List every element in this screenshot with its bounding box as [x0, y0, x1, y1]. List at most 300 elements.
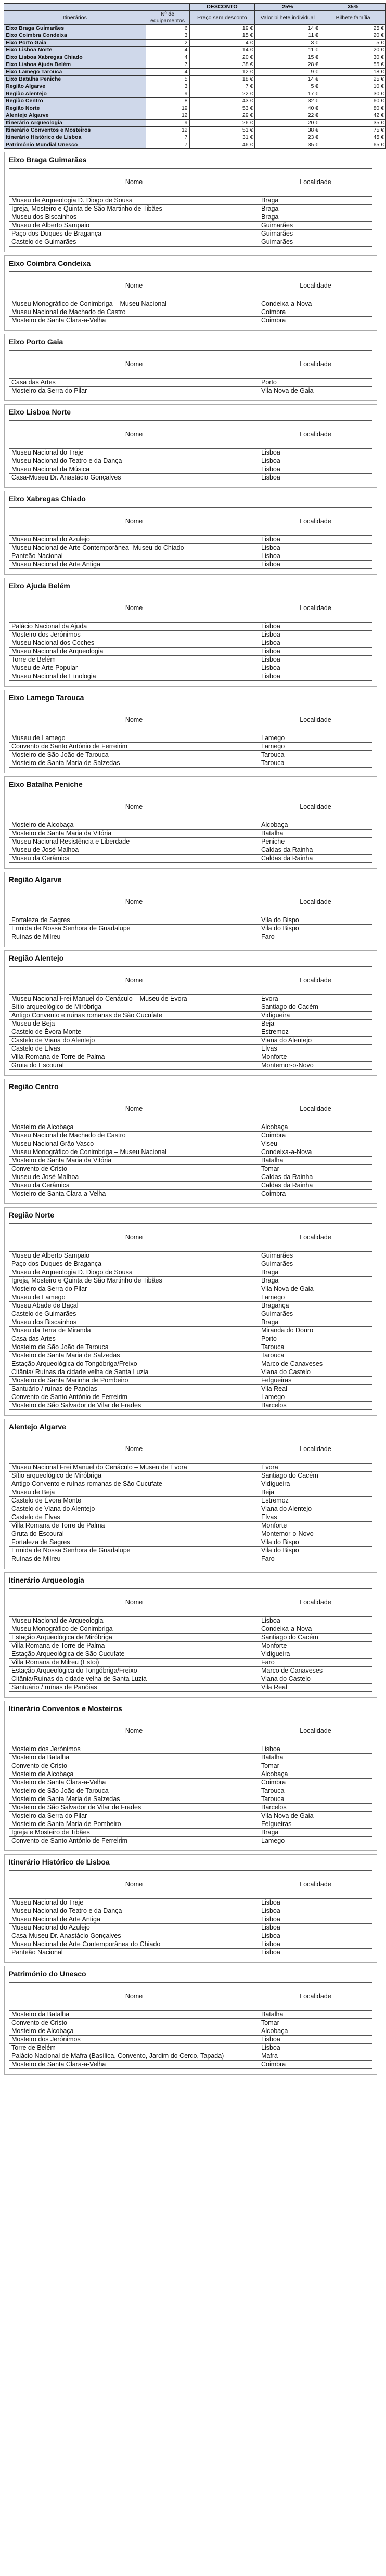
- summary-cell-ind: 14 €: [255, 25, 320, 32]
- location-localidade: Vila do Bispo: [259, 1547, 372, 1555]
- route-section: [4, 1572, 377, 1698]
- route-section: [4, 1701, 377, 1851]
- location-name: Museu Nacional de Arqueologia: [9, 1617, 259, 1625]
- location-name: Museu de Alberto Sampaio: [9, 1252, 259, 1260]
- summary-row: [4, 141, 386, 149]
- summary-cell-fam: 65 €: [320, 141, 386, 149]
- location-row: [9, 1268, 372, 1277]
- location-row: [9, 1377, 372, 1385]
- location-localidade: Tarouca: [259, 1352, 372, 1360]
- location-localidade: Lisboa: [259, 2036, 372, 2044]
- location-row: [9, 656, 372, 664]
- location-row: [9, 1302, 372, 1310]
- location-name: Casa-Museu Dr. Anastácio Gonçalves: [9, 1932, 259, 1940]
- location-name: Mosteiro de Santa Clara-a-Velha: [9, 2061, 259, 2069]
- location-row: [9, 213, 372, 222]
- location-row: [9, 1949, 372, 1957]
- location-localidade: Braga: [259, 213, 372, 222]
- route-section: [4, 152, 377, 252]
- route-section: [4, 1079, 377, 1204]
- location-name: Museu dos Biscainhos: [9, 1318, 259, 1327]
- location-localidade: Coimbra: [259, 317, 372, 325]
- location-row: [9, 544, 372, 552]
- location-row: [9, 846, 372, 855]
- location-localidade: Vidigueira: [259, 1480, 372, 1488]
- location-row: [9, 1368, 372, 1377]
- location-name: Villa Romana de Torre de Palma: [9, 1642, 259, 1650]
- location-localidade: Lisboa: [259, 544, 372, 552]
- summary-cell-n: 12: [146, 112, 189, 120]
- location-row: [9, 916, 372, 925]
- location-localidade: Caldas da Rainha: [259, 846, 372, 855]
- location-name: Museu de Lamego: [9, 1293, 259, 1302]
- section-title: Eixo Xabregas Chiado: [9, 495, 86, 503]
- location-localidade: Batalha: [259, 1754, 372, 1762]
- column-header-nome: Nome: [9, 706, 259, 734]
- location-row: [9, 2061, 372, 2069]
- location-name: Castelo de Viana do Alentejo: [9, 1037, 259, 1045]
- location-row: [9, 1173, 372, 1182]
- location-name: Museu Nacional de Arte Contemporânea do Chiado: [9, 1940, 259, 1949]
- location-row: [9, 1820, 372, 1829]
- location-name: Museu Nacional de Arte Antiga: [9, 1915, 259, 1924]
- location-name: Museu de Arte Popular: [9, 664, 259, 672]
- location-name: Mosteiro de São João de Tarouca: [9, 1343, 259, 1352]
- location-localidade: Tarouca: [259, 751, 372, 759]
- location-row: [9, 821, 372, 830]
- location-row: [9, 552, 372, 561]
- location-row: [9, 1157, 372, 1165]
- location-name: Paço dos Duques de Bragança: [9, 230, 259, 238]
- section-title: Alentejo Algarve: [9, 1422, 66, 1431]
- location-name: Igreja, Mosteiro e Quinta de São Martinho de Tibães: [9, 205, 259, 213]
- summary-cell-n: 7: [146, 134, 189, 141]
- location-name: Museu de José Malhoa: [9, 1173, 259, 1182]
- location-localidade: Lisboa: [259, 1940, 372, 1949]
- location-localidade: Batalha: [259, 830, 372, 838]
- summary-header-blank: [4, 4, 146, 11]
- location-name: Museu Nacional do Teatro e da Dança: [9, 1907, 259, 1915]
- location-name: Museu de Lamego: [9, 734, 259, 743]
- location-localidade: Lisboa: [259, 631, 372, 639]
- summary-cell-name: Eixo Braga Guimarães: [4, 25, 146, 32]
- location-row: [9, 2036, 372, 2044]
- summary-row: [4, 120, 386, 127]
- location-name: Antigo Convento e ruínas romanas de São Cucufate: [9, 1012, 259, 1020]
- summary-row: [4, 76, 386, 83]
- location-name: Mosteiro de Alcobaça: [9, 1123, 259, 1132]
- location-name: Museu Nacional do Traje: [9, 1899, 259, 1907]
- summary-cell-preco: 19 €: [189, 25, 255, 32]
- location-row: [9, 664, 372, 672]
- route-section: [4, 491, 377, 575]
- locations-table: [9, 1717, 372, 1845]
- summary-cell-n: 7: [146, 141, 189, 149]
- location-localidade: Faro: [259, 1659, 372, 1667]
- location-row: [9, 1754, 372, 1762]
- column-header-nome: Nome: [9, 1589, 259, 1617]
- section-title: Eixo Lamego Tarouca: [9, 693, 84, 702]
- location-row: [9, 1343, 372, 1352]
- location-localidade: Coimbra: [259, 2061, 372, 2069]
- location-name: Castelo de Elvas: [9, 1513, 259, 1522]
- summary-cell-fam: 42 €: [320, 112, 386, 120]
- summary-header-group3: 35%: [320, 4, 386, 11]
- column-header-nome: Nome: [9, 1871, 259, 1899]
- locations-table: [9, 793, 372, 863]
- location-row: [9, 1795, 372, 1804]
- location-localidade: Coimbra: [259, 308, 372, 317]
- location-localidade: Bragança: [259, 1302, 372, 1310]
- location-localidade: Santiago do Cacém: [259, 1003, 372, 1012]
- sections-container: [4, 152, 377, 2075]
- location-row: [9, 387, 372, 395]
- summary-cell-n: 6: [146, 25, 189, 32]
- location-localidade: Beja: [259, 1020, 372, 1028]
- location-localidade: Alcobaça: [259, 1770, 372, 1779]
- location-name: Museu Nacional Frei Manuel do Cenáculo – Museu de Évora: [9, 995, 259, 1003]
- location-name: Museu de Alberto Sampaio: [9, 222, 259, 230]
- summary-cell-fam: 10 €: [320, 83, 386, 90]
- location-localidade: Viana do Castelo: [259, 1368, 372, 1377]
- location-localidade: Guimarães: [259, 1252, 372, 1260]
- location-row: [9, 205, 372, 213]
- summary-cell-n: 12: [146, 127, 189, 134]
- location-row: [9, 1837, 372, 1845]
- location-name: Museu Nacional de Machado de Castro: [9, 308, 259, 317]
- route-section: [4, 404, 377, 488]
- summary-cell-ind: 9 €: [255, 69, 320, 76]
- location-localidade: Vila Nova de Gaia: [259, 387, 372, 395]
- location-row: [9, 1045, 372, 1053]
- summary-cell-n: 9: [146, 90, 189, 98]
- location-name: Panteão Nacional: [9, 552, 259, 561]
- summary-cell-preco: 53 €: [189, 105, 255, 112]
- locations-table: [9, 966, 372, 1070]
- location-row: [9, 1675, 372, 1684]
- column-header-localidade: Localidade: [259, 169, 372, 197]
- location-name: Museu dos Biscainhos: [9, 213, 259, 222]
- location-localidade: Barcelos: [259, 1402, 372, 1410]
- summary-cell-n: 3: [146, 32, 189, 40]
- location-localidade: Lisboa: [259, 457, 372, 465]
- locations-table: [9, 1870, 372, 1957]
- location-name: Mosteiro de Santa Clara-a-Velha: [9, 1779, 259, 1787]
- summary-cell-preco: 12 €: [189, 69, 255, 76]
- location-localidade: Vila Real: [259, 1385, 372, 1393]
- summary-header-itinerarios: Itinerários: [4, 11, 146, 25]
- location-localidade: Évora: [259, 995, 372, 1003]
- location-name: Castelo de Viana do Alentejo: [9, 1505, 259, 1513]
- summary-cell-ind: 5 €: [255, 83, 320, 90]
- location-name: Citânia/ Ruínas da cidade velha de Santa Luzia: [9, 1368, 259, 1377]
- location-localidade: Lisboa: [259, 639, 372, 648]
- location-localidade: Monforte: [259, 1642, 372, 1650]
- column-header-nome: Nome: [9, 1224, 259, 1252]
- locations-table: [9, 888, 372, 941]
- locations-table: [9, 1435, 372, 1563]
- location-name: Museu Nacional do Traje: [9, 449, 259, 457]
- location-name: Mosteiro dos Jerónimos: [9, 631, 259, 639]
- location-name: Gruta do Escoural: [9, 1062, 259, 1070]
- location-row: [9, 734, 372, 743]
- location-row: [9, 1625, 372, 1634]
- summary-cell-preco: 14 €: [189, 47, 255, 54]
- summary-row: [4, 112, 386, 120]
- location-localidade: Condeixa-a-Nova: [259, 300, 372, 308]
- summary-cell-name: Região Centro: [4, 98, 146, 105]
- column-header-localidade: Localidade: [259, 888, 372, 916]
- location-localidade: Montemor-o-Novo: [259, 1062, 372, 1070]
- location-localidade: Lisboa: [259, 1745, 372, 1754]
- location-row: [9, 1899, 372, 1907]
- location-localidade: Faro: [259, 1555, 372, 1563]
- location-localidade: Batalha: [259, 1157, 372, 1165]
- summary-cell-n: 19: [146, 105, 189, 112]
- location-name: Estação Arqueológica de Miróbriga: [9, 1634, 259, 1642]
- summary-cell-preco: 31 €: [189, 134, 255, 141]
- summary-row: [4, 32, 386, 40]
- location-row: [9, 623, 372, 631]
- location-localidade: Tarouca: [259, 1343, 372, 1352]
- location-localidade: Lamego: [259, 1837, 372, 1845]
- summary-table: [4, 3, 386, 149]
- location-row: [9, 474, 372, 482]
- location-row: [9, 631, 372, 639]
- location-row: [9, 1028, 372, 1037]
- location-name: Castelo de Évora Monte: [9, 1497, 259, 1505]
- column-header-nome: Nome: [9, 888, 259, 916]
- summary-cell-fam: 60 €: [320, 98, 386, 105]
- summary-cell-n: 4: [146, 54, 189, 61]
- summary-cell-name: Alentejo Algarve: [4, 112, 146, 120]
- column-header-localidade: Localidade: [259, 1095, 372, 1123]
- location-localidade: Lisboa: [259, 664, 372, 672]
- summary-cell-fam: 20 €: [320, 32, 386, 40]
- location-row: [9, 1530, 372, 1538]
- location-row: [9, 1513, 372, 1522]
- location-row: [9, 1770, 372, 1779]
- location-row: [9, 1140, 372, 1148]
- column-header-localidade: Localidade: [259, 421, 372, 449]
- summary-cell-n: 2: [146, 40, 189, 47]
- location-name: Igreja, Mosteiro e Quinta de São Martinho de Tibães: [9, 1277, 259, 1285]
- location-localidade: Felgueiras: [259, 1377, 372, 1385]
- summary-cell-ind: 35 €: [255, 141, 320, 149]
- summary-cell-name: Itinerário Conventos e Mosteiros: [4, 127, 146, 134]
- location-row: [9, 855, 372, 863]
- location-localidade: Braga: [259, 197, 372, 205]
- summary-cell-ind: 38 €: [255, 127, 320, 134]
- summary-cell-n: 7: [146, 61, 189, 69]
- column-header-nome: Nome: [9, 594, 259, 623]
- column-header-nome: Nome: [9, 169, 259, 197]
- locations-table: [9, 706, 372, 768]
- location-row: [9, 230, 372, 238]
- summary-cell-name: Património Mundial Unesco: [4, 141, 146, 149]
- summary-row: [4, 25, 386, 32]
- location-row: [9, 1915, 372, 1924]
- location-localidade: Monforte: [259, 1053, 372, 1062]
- location-localidade: Lisboa: [259, 536, 372, 544]
- location-row: [9, 1779, 372, 1787]
- location-row: [9, 1804, 372, 1812]
- route-section: [4, 1419, 377, 1569]
- summary-cell-n: 3: [146, 83, 189, 90]
- column-header-nome: Nome: [9, 1435, 259, 1464]
- location-name: Estação Arqueológica do Tongóbriga/Freixo: [9, 1360, 259, 1368]
- column-header-localidade: Localidade: [259, 1717, 372, 1745]
- location-localidade: Condeixa-a-Nova: [259, 1625, 372, 1634]
- locations-table: [9, 1982, 372, 2069]
- location-row: [9, 639, 372, 648]
- location-localidade: Vidigueira: [259, 1650, 372, 1659]
- location-row: [9, 1182, 372, 1190]
- location-name: Mosteiro de Santa Maria de Salzedas: [9, 1795, 259, 1804]
- location-name: Museu Monográfico de Conimbriga – Museu Nacional: [9, 1148, 259, 1157]
- location-localidade: Peniche: [259, 838, 372, 846]
- location-localidade: Lisboa: [259, 1617, 372, 1625]
- location-name: Igreja e Mosteiro de Tibães: [9, 1829, 259, 1837]
- summary-cell-preco: 38 €: [189, 61, 255, 69]
- location-row: [9, 1522, 372, 1530]
- location-name: Museu de José Malhoa: [9, 846, 259, 855]
- location-localidade: Lisboa: [259, 672, 372, 681]
- location-localidade: Porto: [259, 1335, 372, 1343]
- location-localidade: Mafra: [259, 2052, 372, 2061]
- summary-cell-ind: 32 €: [255, 98, 320, 105]
- locations-table: [9, 594, 372, 681]
- location-localidade: Tarouca: [259, 1787, 372, 1795]
- location-name: Mosteiro da Batalha: [9, 1754, 259, 1762]
- location-row: [9, 1352, 372, 1360]
- section-title: Itinerário Histórico de Lisboa: [9, 1858, 110, 1866]
- column-header-localidade: Localidade: [259, 1435, 372, 1464]
- location-name: Ruínas de Milreu: [9, 1555, 259, 1563]
- location-name: Castelo de Évora Monte: [9, 1028, 259, 1037]
- location-name: Casa das Artes: [9, 379, 259, 387]
- location-localidade: Lisboa: [259, 1949, 372, 1957]
- section-title: Região Alentejo: [9, 954, 64, 962]
- summary-row: [4, 47, 386, 54]
- location-name: Museu da Cerâmica: [9, 855, 259, 863]
- location-localidade: Lamego: [259, 734, 372, 743]
- summary-cell-ind: 23 €: [255, 134, 320, 141]
- summary-cell-ind: 15 €: [255, 54, 320, 61]
- location-localidade: Lamego: [259, 1293, 372, 1302]
- location-name: Fortaleza de Sagres: [9, 1538, 259, 1547]
- location-localidade: Elvas: [259, 1513, 372, 1522]
- summary-body: [4, 25, 386, 149]
- location-name: Mosteiro de Alcobaça: [9, 1770, 259, 1779]
- location-row: [9, 222, 372, 230]
- summary-cell-name: Região Norte: [4, 105, 146, 112]
- column-header-nome: Nome: [9, 1095, 259, 1123]
- location-row: [9, 1745, 372, 1754]
- summary-row: [4, 61, 386, 69]
- location-row: [9, 308, 372, 317]
- location-localidade: Lisboa: [259, 656, 372, 664]
- location-row: [9, 1488, 372, 1497]
- summary-cell-preco: 26 €: [189, 120, 255, 127]
- summary-row: [4, 134, 386, 141]
- location-row: [9, 1053, 372, 1062]
- locations-table: [9, 420, 372, 482]
- location-row: [9, 1684, 372, 1692]
- location-name: Casa-Museu Dr. Anastácio Gonçalves: [9, 474, 259, 482]
- location-row: [9, 759, 372, 768]
- location-row: [9, 1667, 372, 1675]
- location-row: [9, 379, 372, 387]
- summary-cell-preco: 7 €: [189, 83, 255, 90]
- locations-table: [9, 1223, 372, 1410]
- location-row: [9, 300, 372, 308]
- location-localidade: Alcobaça: [259, 821, 372, 830]
- location-row: [9, 1634, 372, 1642]
- summary-cell-preco: 46 €: [189, 141, 255, 149]
- section-title: Eixo Ajuda Belém: [9, 581, 70, 590]
- location-row: [9, 1497, 372, 1505]
- route-section: [4, 690, 377, 773]
- location-localidade: Tomar: [259, 1762, 372, 1770]
- location-name: Convento de Santo António de Ferreirim: [9, 1837, 259, 1845]
- location-name: Sítio arqueológico de Miróbriga: [9, 1472, 259, 1480]
- column-header-nome: Nome: [9, 1983, 259, 2011]
- location-name: Palácio Nacional de Mafra (Basílica, Convento, Jardim do Cerco, Tapada): [9, 2052, 259, 2061]
- location-name: Torre de Belém: [9, 656, 259, 664]
- column-header-localidade: Localidade: [259, 706, 372, 734]
- location-localidade: Lisboa: [259, 1932, 372, 1940]
- location-row: [9, 1480, 372, 1488]
- location-name: Museu Nacional de Etnologia: [9, 672, 259, 681]
- summary-row: [4, 54, 386, 61]
- location-row: [9, 1472, 372, 1480]
- location-name: Museu de Beja: [9, 1020, 259, 1028]
- route-section: [4, 578, 377, 687]
- location-row: [9, 1393, 372, 1402]
- location-localidade: Lamego: [259, 743, 372, 751]
- locations-table: [9, 350, 372, 395]
- location-name: Ruínas de Milreu: [9, 933, 259, 941]
- location-row: [9, 1659, 372, 1667]
- location-name: Panteão Nacional: [9, 1949, 259, 1957]
- location-localidade: Porto: [259, 379, 372, 387]
- column-header-nome: Nome: [9, 421, 259, 449]
- location-row: [9, 1277, 372, 1285]
- location-localidade: Santiago do Cacém: [259, 1472, 372, 1480]
- location-row: [9, 1003, 372, 1012]
- location-row: [9, 1252, 372, 1260]
- route-section: [4, 950, 377, 1076]
- location-localidade: Coimbra: [259, 1132, 372, 1140]
- location-localidade: Braga: [259, 1268, 372, 1277]
- location-row: [9, 1812, 372, 1820]
- section-title: Eixo Braga Guimarães: [9, 156, 87, 164]
- locations-table: [9, 1095, 372, 1198]
- location-name: Mosteiro dos Jerónimos: [9, 1745, 259, 1754]
- summary-cell-name: Eixo Porto Gaia: [4, 40, 146, 47]
- column-header-nome: Nome: [9, 508, 259, 536]
- location-name: Museu Nacional de Arqueologia: [9, 648, 259, 656]
- location-name: Convento de Cristo: [9, 1762, 259, 1770]
- summary-cell-fam: 80 €: [320, 105, 386, 112]
- location-name: Castelo de Elvas: [9, 1045, 259, 1053]
- summary-cell-preco: 22 €: [189, 90, 255, 98]
- location-localidade: Miranda do Douro: [259, 1327, 372, 1335]
- location-name: Convento de Cristo: [9, 2019, 259, 2027]
- column-header-nome: Nome: [9, 1717, 259, 1745]
- summary-header-group2: 25%: [255, 4, 320, 11]
